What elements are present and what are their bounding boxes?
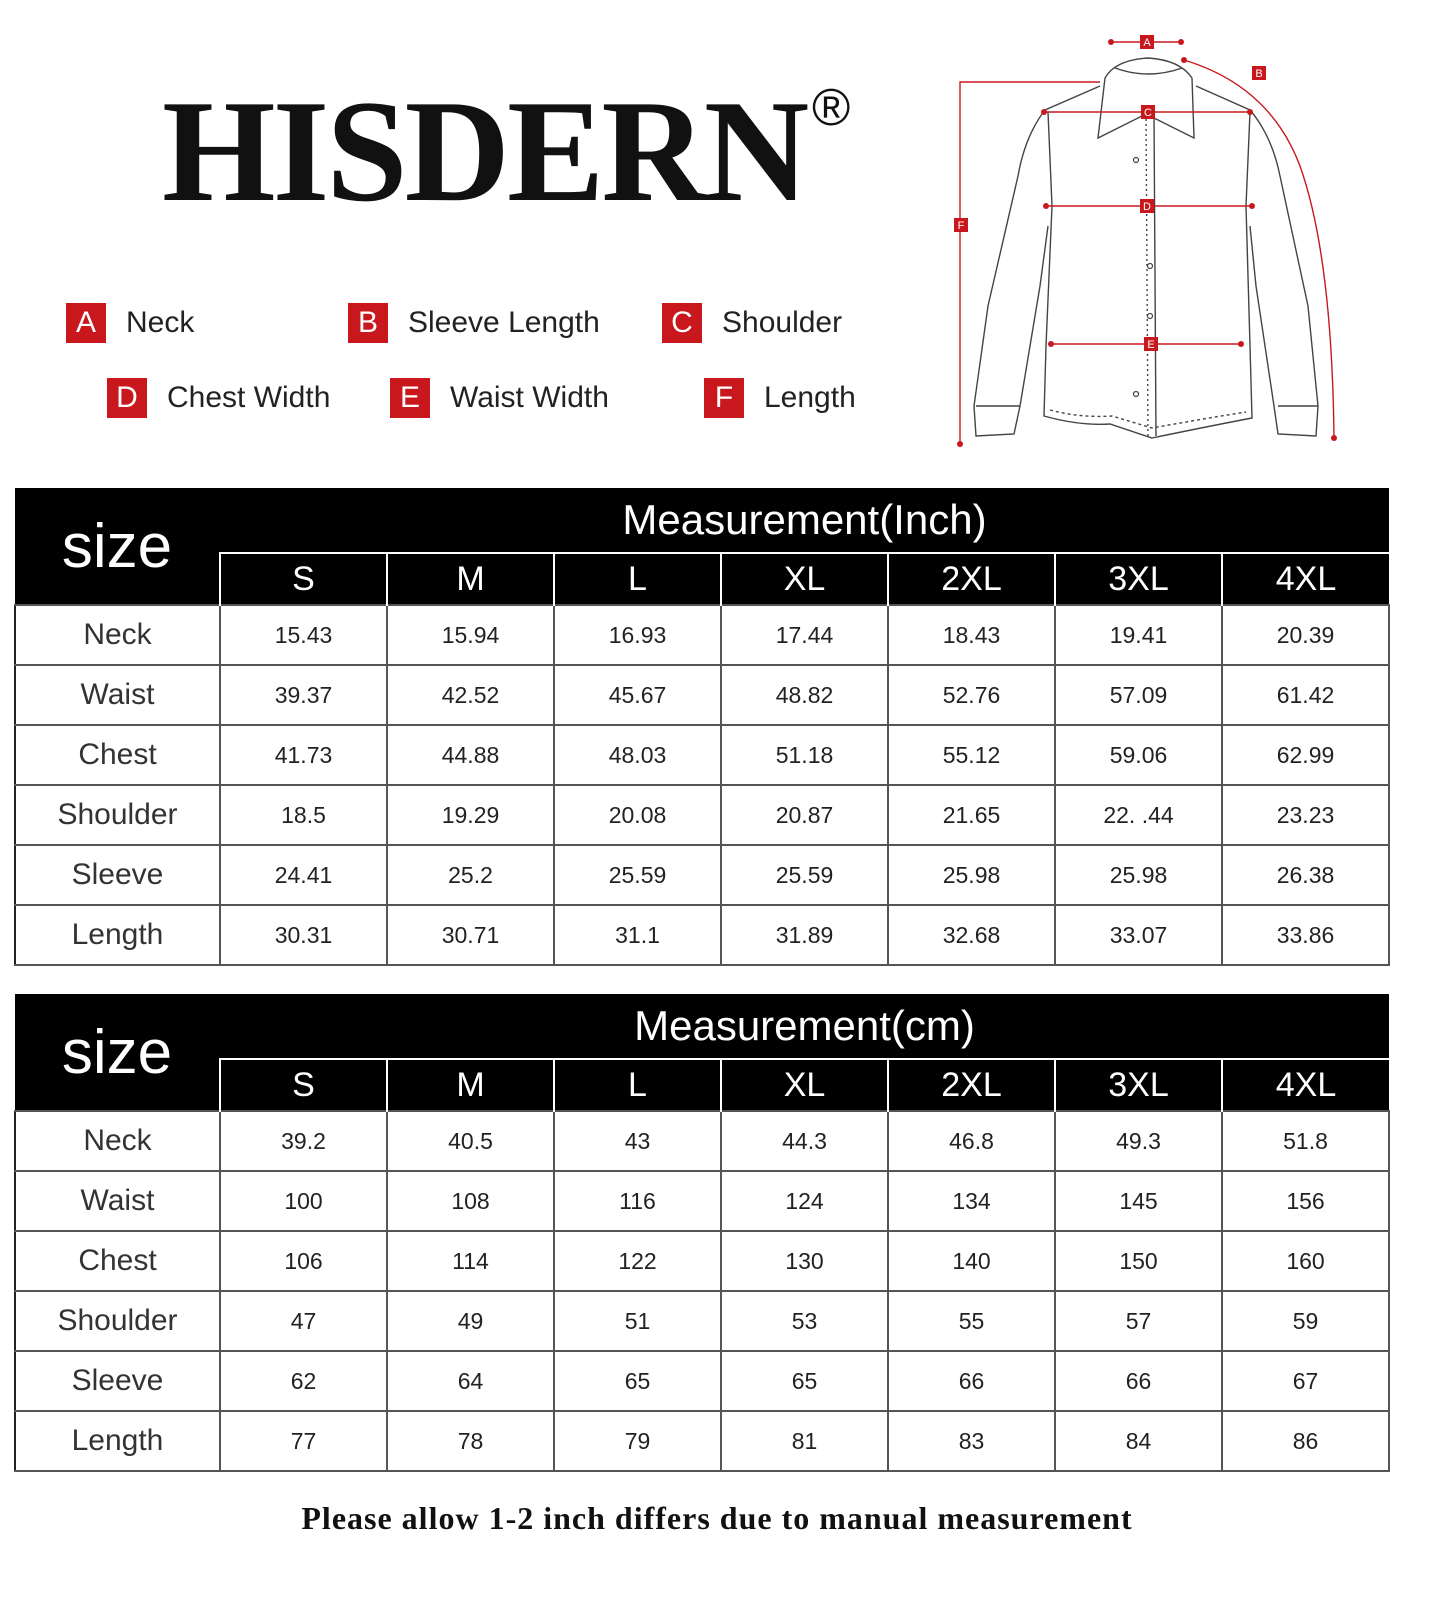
marker-e bbox=[1144, 337, 1158, 351]
table-cell: 30.71 bbox=[387, 905, 554, 965]
table-cell: 43 bbox=[554, 1111, 721, 1171]
table-cell: 130 bbox=[721, 1231, 888, 1291]
table-row bbox=[15, 725, 1389, 785]
size-column-header: 2XL bbox=[888, 1059, 1055, 1111]
legend-badge: F bbox=[704, 378, 744, 418]
size-column-header: 3XL bbox=[1055, 553, 1222, 605]
table-cell: 66 bbox=[888, 1351, 1055, 1411]
table-row bbox=[15, 1231, 1389, 1291]
table-cell: 81 bbox=[721, 1411, 888, 1471]
table-row bbox=[15, 1291, 1389, 1351]
marker-c bbox=[1141, 105, 1155, 119]
legend-item-length bbox=[704, 378, 856, 418]
legend-badge: E bbox=[390, 378, 430, 418]
table-cell: 108 bbox=[387, 1171, 554, 1231]
legend-label: Length bbox=[764, 381, 856, 414]
table-cell: 67 bbox=[1222, 1351, 1389, 1411]
row-label: Length bbox=[15, 1411, 220, 1471]
table-cell: 44.88 bbox=[387, 725, 554, 785]
table-cell: 140 bbox=[888, 1231, 1055, 1291]
svg-text:A: A bbox=[1143, 37, 1151, 49]
table-cell: 17.44 bbox=[721, 605, 888, 665]
legend-label: Sleeve Length bbox=[408, 306, 600, 339]
size-header: size bbox=[15, 488, 220, 605]
table-row bbox=[15, 1111, 1389, 1171]
table-cell: 19.29 bbox=[387, 785, 554, 845]
table-cell: 44.3 bbox=[721, 1111, 888, 1171]
size-column-header: XL bbox=[721, 553, 888, 605]
table-cell: 59 bbox=[1222, 1291, 1389, 1351]
table-cell: 15.43 bbox=[220, 605, 387, 665]
legend-item-neck bbox=[66, 303, 194, 343]
marker-a bbox=[1140, 35, 1154, 49]
size-column-header: M bbox=[387, 1059, 554, 1111]
table-row bbox=[15, 605, 1389, 665]
svg-text:F: F bbox=[957, 220, 965, 232]
table-cell: 55.12 bbox=[888, 725, 1055, 785]
table-cell: 84 bbox=[1055, 1411, 1222, 1471]
table-cell: 114 bbox=[387, 1231, 554, 1291]
table-cell: 39.2 bbox=[220, 1111, 387, 1171]
legend-label: Waist Width bbox=[450, 381, 609, 414]
row-label: Shoulder bbox=[15, 785, 220, 845]
legend-label: Chest Width bbox=[167, 381, 331, 414]
table-cell: 19.41 bbox=[1055, 605, 1222, 665]
table-cell: 23.23 bbox=[1222, 785, 1389, 845]
row-label: Sleeve bbox=[15, 845, 220, 905]
table-cell: 53 bbox=[721, 1291, 888, 1351]
legend-badge: B bbox=[348, 303, 388, 343]
marker-f bbox=[954, 218, 968, 232]
row-label: Neck bbox=[15, 605, 220, 665]
row-label: Waist bbox=[15, 665, 220, 725]
svg-text:B: B bbox=[1255, 68, 1263, 80]
table-cell: 30.31 bbox=[220, 905, 387, 965]
table-cell: 51 bbox=[554, 1291, 721, 1351]
table-cell: 20.08 bbox=[554, 785, 721, 845]
row-label: Shoulder bbox=[15, 1291, 220, 1351]
marker-b bbox=[1252, 66, 1266, 80]
size-header: size bbox=[15, 994, 220, 1111]
table-cell: 134 bbox=[888, 1171, 1055, 1231]
legend-badge: A bbox=[66, 303, 106, 343]
table-cell: 31.1 bbox=[554, 905, 721, 965]
shirt-diagram bbox=[940, 26, 1360, 456]
legend-badge: C bbox=[662, 303, 702, 343]
table-cell: 16.93 bbox=[554, 605, 721, 665]
table-cell: 33.07 bbox=[1055, 905, 1222, 965]
table-cell: 25.98 bbox=[1055, 845, 1222, 905]
size-column-header: XL bbox=[721, 1059, 888, 1111]
table-cell: 77 bbox=[220, 1411, 387, 1471]
row-label: Waist bbox=[15, 1171, 220, 1231]
table-row bbox=[15, 845, 1389, 905]
size-column-header: 4XL bbox=[1222, 1059, 1389, 1111]
table-cell: 106 bbox=[220, 1231, 387, 1291]
table-cell: 116 bbox=[554, 1171, 721, 1231]
table-cell: 62 bbox=[220, 1351, 387, 1411]
table-cell: 66 bbox=[1055, 1351, 1222, 1411]
table-cell: 100 bbox=[220, 1171, 387, 1231]
table-cell: 156 bbox=[1222, 1171, 1389, 1231]
legend-item-sleeve-length bbox=[348, 303, 600, 343]
legend-badge: D bbox=[107, 378, 147, 418]
registered-mark: ® bbox=[812, 79, 851, 137]
marker-d bbox=[1140, 199, 1154, 213]
table-cell: 25.59 bbox=[554, 845, 721, 905]
size-column-header: 3XL bbox=[1055, 1059, 1222, 1111]
table-cell: 47 bbox=[220, 1291, 387, 1351]
size-column-header: L bbox=[554, 553, 721, 605]
table-cell: 41.73 bbox=[220, 725, 387, 785]
row-label: Chest bbox=[15, 1231, 220, 1291]
table-row bbox=[15, 1351, 1389, 1411]
measurement-lines bbox=[957, 42, 1334, 444]
table-cell: 150 bbox=[1055, 1231, 1222, 1291]
table-cell: 52.76 bbox=[888, 665, 1055, 725]
table-cell: 33.86 bbox=[1222, 905, 1389, 965]
table-cell: 18.43 bbox=[888, 605, 1055, 665]
table-cell: 32.68 bbox=[888, 905, 1055, 965]
table-cell: 21.65 bbox=[888, 785, 1055, 845]
table-cell: 83 bbox=[888, 1411, 1055, 1471]
legend-label: Shoulder bbox=[722, 306, 843, 339]
table-cell: 124 bbox=[721, 1171, 888, 1231]
size-column-header: L bbox=[554, 1059, 721, 1111]
legend-label: Neck bbox=[126, 306, 195, 339]
table-cell: 51.18 bbox=[721, 725, 888, 785]
table-cell: 79 bbox=[554, 1411, 721, 1471]
table-cell: 62.99 bbox=[1222, 725, 1389, 785]
table-cell: 160 bbox=[1222, 1231, 1389, 1291]
table-cell: 57 bbox=[1055, 1291, 1222, 1351]
table-cell: 24.41 bbox=[220, 845, 387, 905]
row-label: Length bbox=[15, 905, 220, 965]
table-cell: 61.42 bbox=[1222, 665, 1389, 725]
size-table-inch bbox=[14, 488, 1390, 966]
table-cell: 48.03 bbox=[554, 725, 721, 785]
row-label: Chest bbox=[15, 725, 220, 785]
table-cell: 48.82 bbox=[721, 665, 888, 725]
table-cell: 59.06 bbox=[1055, 725, 1222, 785]
legend-item-chest-width bbox=[107, 378, 330, 418]
table-cell: 15.94 bbox=[387, 605, 554, 665]
table-cell: 51.8 bbox=[1222, 1111, 1389, 1171]
svg-text:C: C bbox=[1144, 107, 1152, 119]
row-label: Neck bbox=[15, 1111, 220, 1171]
svg-text:D: D bbox=[1143, 201, 1151, 213]
table-cell: 25.98 bbox=[888, 845, 1055, 905]
table-cell: 20.39 bbox=[1222, 605, 1389, 665]
row-label: Sleeve bbox=[15, 1351, 220, 1411]
table-cell: 64 bbox=[387, 1351, 554, 1411]
table-row bbox=[15, 665, 1389, 725]
table-row bbox=[15, 905, 1389, 965]
table-cell: 18.5 bbox=[220, 785, 387, 845]
measurement-disclaimer: Please allow 1-2 inch differs due to manual measurement bbox=[301, 1500, 1133, 1536]
size-table-cm bbox=[14, 994, 1390, 1472]
table-cell: 22. .44 bbox=[1055, 785, 1222, 845]
table-cell: 49 bbox=[387, 1291, 554, 1351]
table-row bbox=[15, 785, 1389, 845]
size-column-header: M bbox=[387, 553, 554, 605]
legend-item-waist-width bbox=[390, 378, 609, 418]
table-cell: 46.8 bbox=[888, 1111, 1055, 1171]
size-column-header: 2XL bbox=[888, 553, 1055, 605]
table-cell: 55 bbox=[888, 1291, 1055, 1351]
size-column-header: 4XL bbox=[1222, 553, 1389, 605]
table-cell: 39.37 bbox=[220, 665, 387, 725]
legend-item-shoulder bbox=[662, 303, 842, 343]
table-cell: 40.5 bbox=[387, 1111, 554, 1171]
table-cell: 65 bbox=[554, 1351, 721, 1411]
table-cell: 86 bbox=[1222, 1411, 1389, 1471]
table-row bbox=[15, 1411, 1389, 1471]
table-cell: 78 bbox=[387, 1411, 554, 1471]
table-cell: 49.3 bbox=[1055, 1111, 1222, 1171]
table-cell: 26.38 bbox=[1222, 845, 1389, 905]
table-cell: 122 bbox=[554, 1231, 721, 1291]
table-cell: 31.89 bbox=[721, 905, 888, 965]
measurement-title: Measurement(Inch) bbox=[220, 488, 1389, 553]
table-cell: 25.59 bbox=[721, 845, 888, 905]
table-cell: 42.52 bbox=[387, 665, 554, 725]
table-row bbox=[15, 1171, 1389, 1231]
svg-text:E: E bbox=[1147, 339, 1155, 351]
table-cell: 145 bbox=[1055, 1171, 1222, 1231]
size-column-header: S bbox=[220, 1059, 387, 1111]
shirt-buttons bbox=[1134, 158, 1153, 397]
size-column-header: S bbox=[220, 553, 387, 605]
table-cell: 20.87 bbox=[721, 785, 888, 845]
table-cell: 65 bbox=[721, 1351, 888, 1411]
table-cell: 57.09 bbox=[1055, 665, 1222, 725]
table-cell: 25.2 bbox=[387, 845, 554, 905]
measurement-title: Measurement(cm) bbox=[220, 994, 1389, 1059]
table-cell: 45.67 bbox=[554, 665, 721, 725]
brand-logo: HISDERN bbox=[162, 70, 807, 232]
